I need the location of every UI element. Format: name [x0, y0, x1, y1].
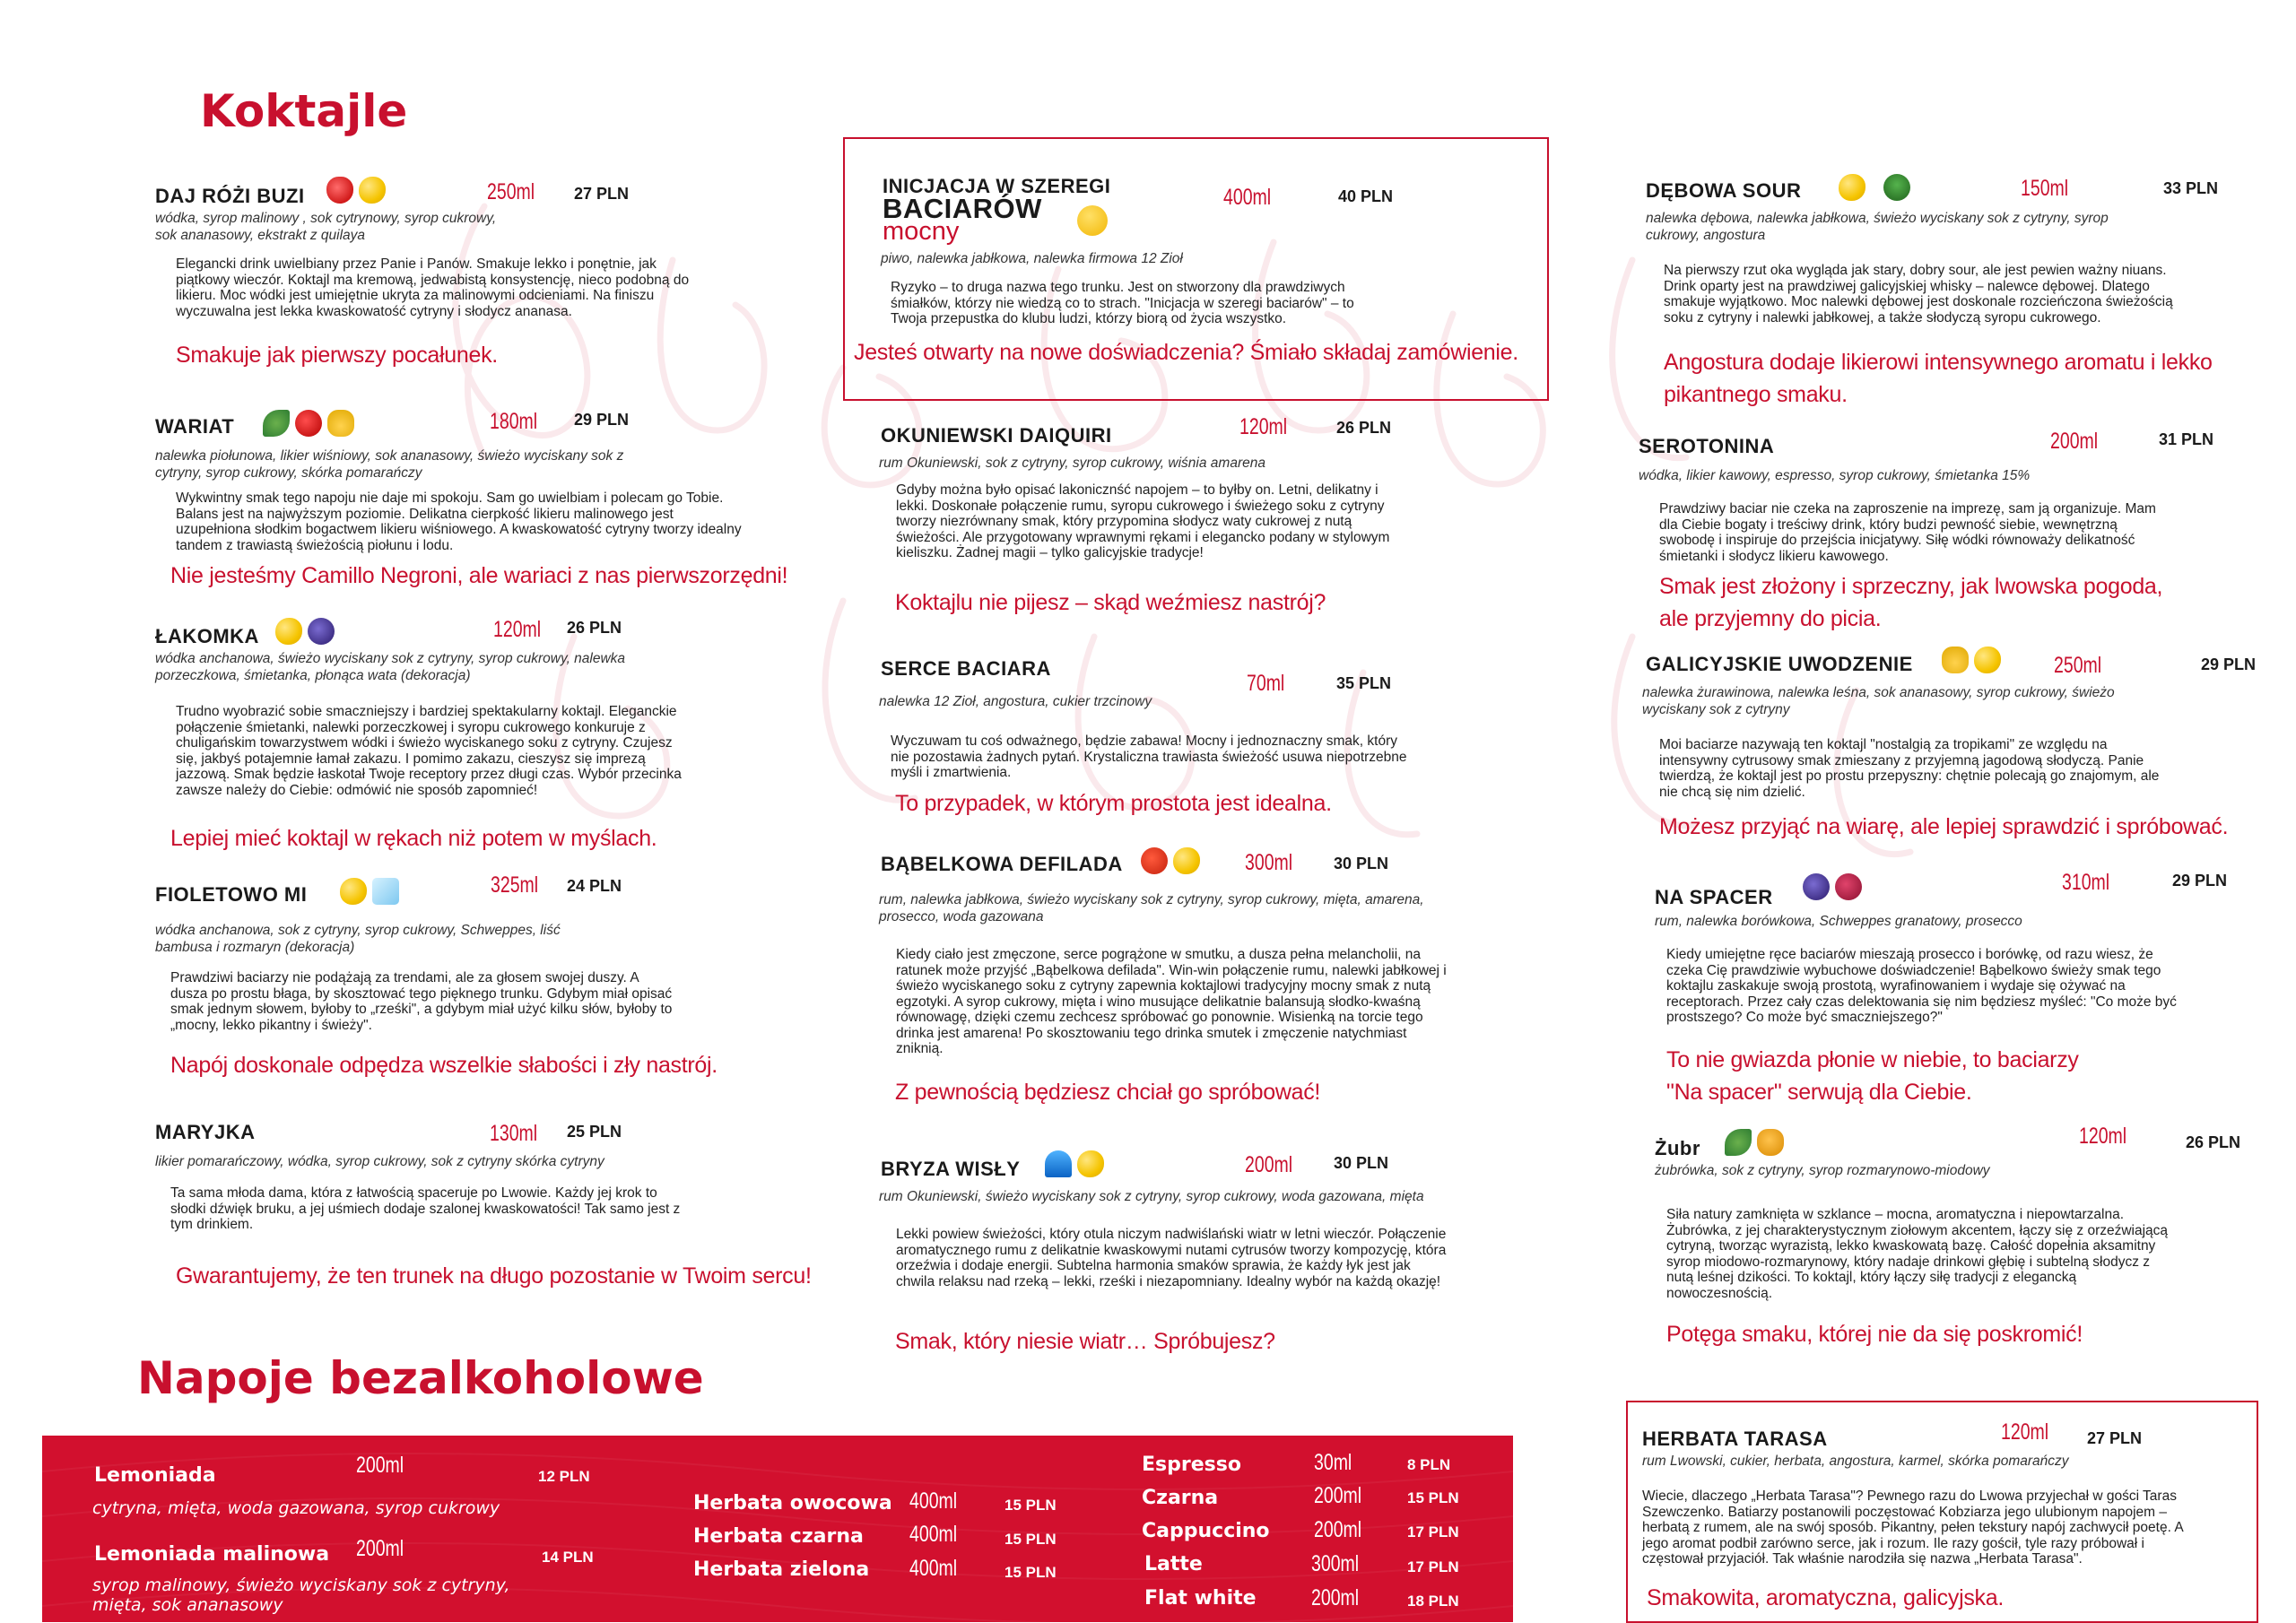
drink-price: 12 PLN: [538, 1468, 590, 1485]
pineapple-icon: [327, 410, 354, 437]
cocktail-volume: 250ml: [487, 179, 535, 204]
cocktail-icons: [1839, 173, 1916, 201]
cocktail-price: 26 PLN: [2186, 1133, 2241, 1151]
koktajle-title: Koktajle: [200, 85, 408, 137]
cocktail-volume: 325ml: [491, 872, 539, 898]
cocktail-price: 31 PLN: [2159, 430, 2214, 448]
cocktail-volume: 120ml: [2079, 1124, 2127, 1149]
cocktail-tagline: Potęga smaku, której nie da się poskromić!: [1666, 1322, 2083, 1347]
cocktail-volume: 200ml: [1245, 1152, 1293, 1177]
cocktail-ingredients: rum Okuniewski, świeżo wyciskany sok z cytryny, syrop cukrowy, woda gazowana, mięta: [879, 1189, 1424, 1204]
cocktail-icons: [1141, 846, 1205, 874]
cocktail-ingredients: wódka, likier kawowy, espresso, syrop cukrowy, śmietanka 15%: [1639, 468, 2031, 483]
cocktail-tagline: To przypadek, w którym prostota jest idealna.: [895, 791, 1332, 816]
cocktail-icons: [326, 176, 391, 204]
cocktail-ingredients: wódka anchanowa, sok z cytryny, syrop cukrowy, Schweppes, liść bambusa i rozmaryn (dekoracja): [155, 923, 561, 955]
cocktail-description: Kiedy umiejętne ręce baciarów mieszają prosecco i borówkę, od razu wiesz, że czeka Cię prawdziwie wybuchowe doświadczenie! Bąbelkowo świeży smak tego koktajlu zaskakuje swoją prostotą, wyrafinowaniem i wydaje się ożywać na receptorach. Przez cały czas delektowania się nim będziesz myśleć: "Co może być prostszego? Co może być smaczniejszego?": [1666, 947, 2177, 1025]
honey-pot-icon: [1757, 1129, 1784, 1156]
cocktail-ingredients: likier pomarańczowy, wódka, syrop cukrowy, sok z cytryny skórka cytryny: [155, 1154, 604, 1169]
wave-icon: [1045, 1150, 1072, 1177]
herb-icon: [263, 410, 290, 437]
drink-name: Latte: [1144, 1553, 1203, 1575]
cocktail-price: 33 PLN: [2163, 179, 2219, 197]
drink-volume: 30ml: [1314, 1450, 1352, 1475]
drink-volume: 200ml: [356, 1453, 404, 1478]
drink-price: 18 PLN: [1407, 1593, 1459, 1610]
drink-price: 15 PLN: [1004, 1564, 1057, 1581]
drink-name: Czarna: [1142, 1487, 1219, 1509]
drink-price: 15 PLN: [1004, 1497, 1057, 1514]
cocktail-ingredients: żubrówka, sok z cytryny, syrop rozmarynowo-miodowy: [1655, 1163, 1990, 1178]
cocktail-ingredients: nalewka dębowa, nalewka jabłkowa, świeżo wyciskany sok z cytryny, syrop cukrowy, angostura: [1646, 211, 2109, 243]
drink-name: Herbata zielona: [693, 1558, 870, 1581]
drink-volume: 200ml: [356, 1536, 404, 1561]
lemon-icon: [1839, 174, 1866, 201]
cocktail-icons: [1725, 1128, 1789, 1156]
napoje-title: Napoje bezalkoholowe: [137, 1352, 704, 1404]
cocktail-description: Kiedy ciało jest zmęczone, serce pogrążone w smutku, a dusza pełna melancholii, na ratunek może przyjść „Bąbelkowa defilada". Win-win połączenie rumu, nalewki jabłkowej i świeżo wyciskanego soku z cytryny zapewnia koktajlowi tradycyjny mocny smak z nutą egzotyki. A syrop cukrowy, mięta i wino musujące delikatnie balansują słodko-kwaśną równowagę, dzięki czemu zechcesz spróbować go ponownie. Wisienką na torcie tego drinka jest amarena! Po skosztowaniu tego drinka smutek i zmęczenie natychmiast zniknią.: [896, 947, 1447, 1056]
cocktail-description: Gdyby można było opisać lakonicznść napojem – to byłby on. Letni, delikatny i lekki. Doskonałe połączenie rumu, syropu cukrowego i świeżego soku z cytryny tworzy niezrównany smak, który przypomina słodycz waty cukrowej z nutą świeżości. Ale przygotowany wprawnymi rękami i elegancko podany w stylowym kieliszku. Żadnej magii – tylko galicyjskie tradycje!: [896, 482, 1390, 560]
cocktail-name: FIOLETOWO MI: [155, 883, 308, 906]
herb-icon: [1725, 1129, 1752, 1156]
cocktail-ingredients: rum, nalewka borówkowa, Schweppes granatowy, prosecco: [1655, 914, 2022, 929]
drink-price: 17 PLN: [1407, 1558, 1459, 1575]
cocktail-volume: 120ml: [493, 617, 542, 642]
drink-price: 14 PLN: [542, 1549, 594, 1566]
drink-price: 15 PLN: [1407, 1489, 1459, 1506]
cocktail-description: Wykwintny smak tego napoju nie daje mi spokoju. Sam go uwielbiam i polecam go Tobie. Balans jest na najwyższym poziomie. Delikatna cierpkość likieru malinowego jest uzupełniona słodkim bogactwem likieru wiśniowego. A kwaskowatość cytryny tworzy idealny tandem z trawiastą świeżością piołunu i lodu.: [176, 490, 742, 553]
cocktail-name: SERCE BACIARA: [881, 657, 1051, 680]
cocktail-price: 40 PLN: [1338, 187, 1394, 205]
cocktail-price: 30 PLN: [1334, 1154, 1389, 1172]
drink-volume: 200ml: [1311, 1585, 1360, 1610]
cocktail-description: Prawdziwi baciarzy nie podążają za trendami, ale za głosem swojej duszy. A dusza po prostu błaga, by skosztować tego pięknego trunku. Gdybym miał opisać smak jednym słowem, byłoby to „rześki", a gdybym miał użyć kilku słów, byłoby to „mocny, lekko pikantny i świeży".: [170, 970, 673, 1033]
pineapple-icon: [1942, 647, 1969, 673]
drink-price: 15 PLN: [1004, 1531, 1057, 1548]
cocktail-description: Elegancki drink uwielbiany przez Panie i Panów. Smakuje lekko i ponętnie, jak piątkowy wieczór. Koktajl ma kremową, jedwabistą konsystencję, nieco podobną do likieru. Moc wódki jest umiejętnie ukryta za malinowymi odcieniami. Na finiszu wyczuwalna jest lekka kwaskowatość cytryny i słodycz ananasa.: [176, 256, 690, 319]
cocktail-volume: 300ml: [1245, 850, 1293, 875]
cocktail-volume: 120ml: [1239, 414, 1288, 439]
cocktail-ingredients: rum Okuniewski, sok z cytryny, syrop cukrowy, wiśnia amarena: [879, 456, 1265, 471]
pomegranate-icon: [1835, 873, 1862, 900]
cocktail-volume: 400ml: [1223, 185, 1272, 210]
cocktail-name: WARIAT: [155, 415, 235, 438]
lemon-icon: [1974, 647, 2001, 673]
cocktail-price: 26 PLN: [1336, 419, 1392, 437]
cocktail-description: Prawdziwy baciar nie czeka na zaproszenie na imprezę, sam ją organizuje. Mam dla Ciebie bogaty i treściwy drink, który budzi pewność siebie, wewnętrzną swobodę i inspiruje do przejścia inicjatywy. Siłę wódki równoważy delikatność śmietanki i słodycz likieru kawowego.: [1659, 501, 2156, 564]
drink-price: 17 PLN: [1407, 1523, 1459, 1541]
cocktail-description: Lekki powiew świeżości, który otula niczym nadwiślański wiatr w letni wieczór. Połączenie aromatycznego rumu z delikatnie kwaskowymi nutami cytrusów tworzy kompozycję, która orzeźwia i dodaje energii. Subtelna harmonia smaków sprawia, że każdy łyk jest jak chwila relaksu nad rzeką – lekki, rześki i niezapomniany. Idealny wybór na każdą okazję!: [896, 1227, 1447, 1289]
cocktail-tagline: Smakuje jak pierwszy pocałunek.: [176, 343, 498, 368]
cocktail-volume: 130ml: [490, 1121, 538, 1146]
herbata-tagline: Smakowita, aromatyczna, galicyjska.: [1647, 1585, 2004, 1610]
drink-name: Herbata owocowa: [693, 1492, 892, 1515]
cocktail-icons: [1803, 872, 1867, 900]
cocktail-description: Ta sama młoda dama, która z łatwością spaceruje po Lwowie. Każdy jej krok to słodki dźwięk bruku, a jej uśmiech dodaje szalonej kwaskowatości! Tak samo jest z tym drinkiem.: [170, 1185, 681, 1232]
cocktail-name: SEROTONINA: [1639, 435, 1775, 457]
cocktail-description: Siła natury zamknięta w szklance – mocna, aromatyczna i niepowtarzalna. Żubrówka, z jej charakterystycznym ziołowym akcentem, łączy się z orzeźwiającą cytryną, tworząc wyrazistą, lekko kwaskowatą bazę. Całość dopełnia aksamitny syrop miodowo-rozmarynowy, który nadaje drinkowi głębię i subtelną słodycz z nutą leśnej dzikości. To koktajl, który łączy siłę tradycji z elegancką nowoczesnością.: [1666, 1207, 2169, 1301]
cocktail-description: Ryzyko – to druga nazwa tego trunku. Jest on stworzony dla prawdziwych śmiałków, którzy nie wiedzą co to strach. "Inicjacja w szeregi baciarów" – to Twoja przepustka do klubu ludzi, którzy biorą od życia wszystko.: [891, 280, 1354, 326]
lemon-icon: [275, 618, 302, 645]
herbata-price: 27 PLN: [2087, 1429, 2143, 1447]
winking-face-icon: [1077, 205, 1108, 236]
drink-name: Espresso: [1142, 1454, 1241, 1476]
cocktail-description: Wyczuwam tu coś odważnego, będzie zabawa! Mocny i jednoznaczny smak, który nie pozostawia żadnych pytań. Krystaliczna trawiasta świeżość usuwa niepotrzebne myśli i zmartwienia.: [891, 733, 1407, 780]
cocktail-description: Moi baciarze nazywają ten koktajl "nostalgią za tropikami" ze względu na intensywny cytrusowy smak zmieszany z przyjemną jagodową słodyczą. Panie twierdzą, że koktajl jest po prostu przepyszny: chętnie polecają go znajomym, ale nie chcą się nim dzielić.: [1659, 737, 2160, 800]
ice-cube-icon: [372, 878, 399, 905]
cocktail-ingredients: nalewka 12 Zioł, angostura, cukier trzcinowy: [879, 694, 1152, 709]
cocktail-price: 35 PLN: [1336, 674, 1392, 692]
cocktail-price: 29 PLN: [2172, 872, 2228, 890]
cocktail-tagline: Gwarantujemy, że ten trunek na długo pozostanie w Twoim sercu!: [176, 1263, 812, 1289]
blueberry-icon: [1803, 873, 1830, 900]
cocktail-price: 25 PLN: [567, 1123, 622, 1141]
drink-name: Lemoniada: [94, 1464, 216, 1487]
drink-volume: 400ml: [909, 1488, 958, 1514]
drink-volume: 400ml: [909, 1522, 958, 1547]
cocktail-tagline: Koktajlu nie pijesz – skąd weźmiesz nastrój?: [895, 590, 1326, 615]
drink-name: Cappuccino: [1142, 1520, 1270, 1542]
cocktail-tagline: Smak jest złożony i sprzeczny, jak lwowska pogoda, ale przyjemny do picia.: [1659, 574, 2163, 631]
drink-price: 8 PLN: [1407, 1456, 1451, 1473]
cocktail-tagline: Nie jesteśmy Camillo Negroni, ale wariaci z nas pierwszorzędni!: [170, 563, 788, 588]
cocktail-volume: 150ml: [2021, 176, 2069, 201]
cocktail-volume: 180ml: [490, 409, 538, 434]
cocktail-name: GALICYJSKIE UWODZENIE: [1646, 653, 1913, 675]
cocktail-price: 27 PLN: [574, 185, 630, 203]
cocktail-name: DAJ RÓŻI BUZI: [155, 185, 305, 207]
cocktail-tagline: Lepiej mieć koktajl w rękach niż potem w myślach.: [170, 826, 657, 851]
cocktail-price: 29 PLN: [2201, 655, 2257, 673]
cocktail-volume: 250ml: [2054, 653, 2102, 678]
cocktail-ingredients: wódka anchanowa, świeżo wyciskany sok z cytryny, syrop cukrowy, nalewka porzeczkowa, śmietanka, płonąca wata (dekoracja): [155, 651, 626, 683]
cocktail-tagline: Angostura dodaje likierowi intensywnego aromatu i lekko pikantnego smaku.: [1664, 350, 2213, 407]
drink-ingredients: cytryna, mięta, woda gazowana, syrop cukrowy: [92, 1498, 500, 1518]
cocktail-ingredients: piwo, nalewka jabłkowa, nalewka firmowa 12 Zioł: [881, 251, 1183, 266]
cocktail-name-line2: BACIARÓW: [883, 193, 1042, 224]
cocktail-tagline: Możesz przyjąć na wiarę, ale lepiej sprawdzić i spróbować.: [1659, 814, 2229, 839]
drink-volume: 200ml: [1314, 1483, 1362, 1508]
cocktail-tagline: To nie gwiazda płonie w niebie, to baciarzy "Na spacer" serwują dla Ciebie.: [1666, 1047, 2079, 1105]
cocktail-icons: [263, 409, 360, 437]
lemon-icon: [1077, 1150, 1104, 1177]
strawberry-icon: [326, 177, 353, 204]
cocktail-volume: 310ml: [2062, 870, 2110, 895]
drink-volume: 400ml: [909, 1556, 958, 1581]
cocktail-icons: [340, 877, 404, 905]
drink-ingredients: syrop malinowy, świeżo wyciskany sok z cytryny, mięta, sok ananasowy: [92, 1575, 510, 1615]
cocktail-volume: 200ml: [2050, 429, 2099, 454]
lemon-icon: [1173, 847, 1200, 874]
cocktail-price: 26 PLN: [567, 619, 622, 637]
drink-name: Herbata czarna: [693, 1525, 864, 1548]
cocktail-name: BRYZA WISŁY: [881, 1158, 1021, 1180]
herbata-name: HERBATA TARASA: [1642, 1428, 1828, 1450]
currant-icon: [308, 618, 335, 645]
cocktail-tagline: Napój doskonale odpędza wszelkie słabości i zły nastrój.: [170, 1053, 718, 1078]
cocktail-price: 24 PLN: [567, 877, 622, 895]
cocktail-icons: [1077, 205, 1113, 236]
cocktail-description: Na pierwszy rzut oka wygląda jak stary, dobry sour, ale jest pewien ważny niuans. Drink oparty jest na prawdziwej galicyjskiej whisky – nalewce dębowej. Dlatego smakuje wyjątkowo. Moc nalewki dębowej jest doskonale rozcieńczona świeżością soku z cytryny i nalewki jabłkowej, a także słodyczą syropu cukrowego.: [1664, 263, 2173, 325]
cocktail-name: ŁAKOMKA: [155, 625, 259, 647]
drink-name: Flat white: [1144, 1587, 1257, 1610]
cocktail-ingredients: rum, nalewka jabłkowa, świeżo wyciskany sok z cytryny, syrop cukrowy, mięta, amarena, prosecco, woda gazowana: [879, 892, 1424, 924]
oak-tree-icon: [1883, 174, 1910, 201]
cocktail-icons: [275, 617, 340, 645]
lemon-icon: [340, 878, 367, 905]
herbata-description: Wiecie, dlaczego „Herbata Tarasa"? Pewnego razu do Lwowa przyjechał w gości Taras Szewczenko. Batiarzy postanowili poczęstować Kobziarza jego ulubionym napojem – herbatą z rumem, ale na swój sposób. Pikantny, pełen tekstury napój zachwycił poetę. A jego aromat podbił zarówno serce, jak i rozum. Ile razy gościł, tyle razy próbował i częstował przyjaciół. Tak właśnie narodziła się nazwa „Herbata Tarasa".: [1642, 1488, 2183, 1567]
cocktail-name: DĘBOWA SOUR: [1646, 179, 1802, 202]
cocktail-name: OKUNIEWSKI DAIQUIRI: [881, 424, 1112, 447]
cocktail-tagline: Smak, który niesie wiatr… Spróbujesz?: [895, 1329, 1275, 1354]
cocktail-description: Trudno wyobrazić sobie smaczniejszy i bardziej spektakularny koktajl. Eleganckie połączenie śmietanki, nalewki porzeczkowej i syropu cukrowego konkuruje z chuligańskim towarzystwem wódki i świeżo wyciskanego soku z cytryny. Czujesz się, jakbyś potajemnie łamał zakazu. I pomimo zakazu, cieszysz się imprezą jazzową. Smak będzie łaskotał Twoje receptory przez długi czas. Wybór przecinka zawsze należy do Ciebie: odmówić nie sposób zapomnieć!: [176, 704, 682, 798]
cocktail-icons: [1942, 646, 2006, 673]
cocktail-strength: mocny: [883, 217, 960, 246]
cocktail-tagline: Jesteś otwarty na nowe doświadczenia? Śmiało składaj zamówienie.: [854, 340, 1518, 365]
drink-volume: 300ml: [1311, 1551, 1360, 1576]
drink-name: Lemoniada malinowa: [94, 1543, 330, 1566]
cocktail-tagline: Z pewnością będziesz chciał go spróbować!: [895, 1080, 1321, 1105]
herbata-volume: 120ml: [2001, 1419, 2049, 1445]
tomato-icon: [1141, 847, 1168, 874]
cocktail-name: NA SPACER: [1655, 886, 1773, 908]
cocktail-name: MARYJKA: [155, 1121, 256, 1143]
cocktail-icons: [1045, 1150, 1109, 1177]
cocktail-price: 30 PLN: [1334, 855, 1389, 872]
herbata-ingredients: rum Lwowski, cukier, herbata, angostura, karmel, skórka pomarańczy: [1642, 1454, 2069, 1469]
cocktail-volume: 70ml: [1247, 671, 1285, 696]
lemon-icon: [359, 177, 386, 204]
cocktail-price: 29 PLN: [574, 411, 630, 429]
cherry-icon: [295, 410, 322, 437]
cocktail-ingredients: wódka, syrop malinowy , sok cytrynowy, syrop cukrowy, sok ananasowy, ekstrakt z quilaya: [155, 211, 497, 243]
cocktail-name: BĄBELKOWA DEFILADA: [881, 853, 1123, 875]
drink-volume: 200ml: [1314, 1517, 1362, 1542]
cocktail-name: INICJACJA W SZEREGI: [883, 175, 1111, 197]
cocktail-name: Żubr: [1655, 1137, 1700, 1159]
cocktail-ingredients: nalewka piołunowa, likier wiśniowy, sok ananasowy, świeżo wyciskany sok z cytryny, syrop cukrowy, skórka pomarańczy: [155, 448, 624, 481]
cocktail-ingredients: nalewka żurawinowa, nalewka leśna, sok ananasowy, syrop cukrowy, świeżo wyciskany sok z cytryny: [1642, 685, 2115, 717]
